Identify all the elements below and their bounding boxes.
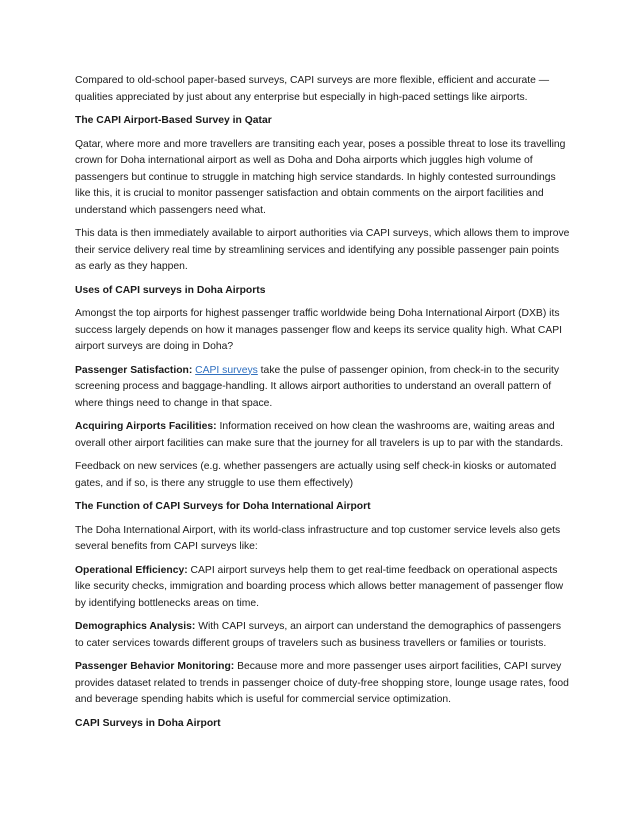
heading-capi-doha-airport: CAPI Surveys in Doha Airport bbox=[75, 717, 221, 729]
operational-efficiency-label: Operational Efficiency: bbox=[75, 564, 188, 576]
document-page bbox=[75, 73, 570, 739]
passenger-behavior-paragraph bbox=[75, 659, 570, 709]
demographics-analysis-paragraph bbox=[75, 619, 570, 652]
heading-uses-doha: Uses of CAPI surveys in Doha Airports bbox=[75, 284, 266, 296]
heading-qatar-survey: The CAPI Airport-Based Survey in Qatar bbox=[75, 115, 272, 126]
demographics-analysis-label: Demographics Analysis: bbox=[75, 621, 196, 632]
qatar-paragraph: Qatar, where more and more travellers are transiting each year, poses a possible threat to lose its travelling crown for Doha international airport as well as Doha and Doha airports which juggles high volume of passengers but continue to struggle in matching high service standards. In highly contested surroundings like this, it is crucial to monitor passenger satisfaction and obtain comments on the airport facilities and understand which passengers need what. bbox=[75, 138, 566, 216]
amongst-paragraph: Amongst the top airports for highest passenger traffic worldwide being Doha International Airport (DXB) its success largely depends on how it manages passenger flow and keeps its service quality high. What CAPI airport surveys are doing in Doha? bbox=[75, 308, 562, 352]
function-paragraph: The Doha International Airport, with its world-class infrastructure and top customer service levels also gets several benefits from CAPI surveys like: bbox=[75, 524, 561, 552]
heading-function-doha: The Function of CAPI Surveys for Doha International Airport bbox=[75, 501, 371, 512]
demographics-analysis-text: With CAPI surveys, an airport can understand the demographics of passengers to cater services towards different groups of travelers such as business travellers or families or tourists. bbox=[75, 621, 562, 649]
airport-facilities-label: Acquiring Airports Facilities: bbox=[75, 421, 217, 432]
passenger-behavior-label: Passenger Behavior Monitoring: bbox=[75, 661, 235, 672]
intro-paragraph: Compared to old-school paper-based surveys, CAPI surveys are more flexible, efficient and accurate — qualities appreciated by just about any enterprise but especially in high-paced settings like airports. bbox=[75, 75, 550, 103]
capi-surveys-link[interactable]: CAPI surveys bbox=[195, 364, 258, 376]
operational-efficiency-text: CAPI airport surveys help them to get real-time feedback on operational aspects like security checks, immigration and boarding process which allows better management of passenger flow by identifying bottlenecks areas on time. bbox=[75, 564, 564, 609]
airport-facilities-paragraph bbox=[75, 419, 570, 452]
data-availability-paragraph: This data is then immediately available to airport authorities via CAPI surveys, which allows them to improve their service delivery real time by streamlining services and identifying any possible passenger pain points as early as they happen. bbox=[75, 228, 570, 272]
passenger-satisfaction-label: Passenger Satisfaction: bbox=[75, 364, 193, 376]
airport-facilities-text: Information received on how clean the washrooms are, waiting areas and overall other airport facilities can make sure that the journey for all travelers is up to par with the standards. bbox=[75, 421, 564, 449]
passenger-satisfaction-text: take the pulse of passenger opinion, from check-in to the security screening process and baggage-handling. It allows airport authorities to understand an overall pattern of where things need to change in that space. bbox=[75, 364, 560, 409]
operational-efficiency-paragraph bbox=[75, 563, 570, 613]
passenger-behavior-text: Because more and more passenger uses airport facilities, CAPI survey provides dataset related to trends in passenger choice of duty-free shopping store, lounge usage rates, food and beverage spending habits which is useful for commercial service optimization. bbox=[75, 661, 569, 705]
feedback-paragraph: Feedback on new services (e.g. whether passengers are actually using self check-in kiosks or automated gates, and if so, is there any struggle to use them effectively) bbox=[75, 461, 557, 489]
passenger-satisfaction-paragraph bbox=[75, 363, 570, 413]
